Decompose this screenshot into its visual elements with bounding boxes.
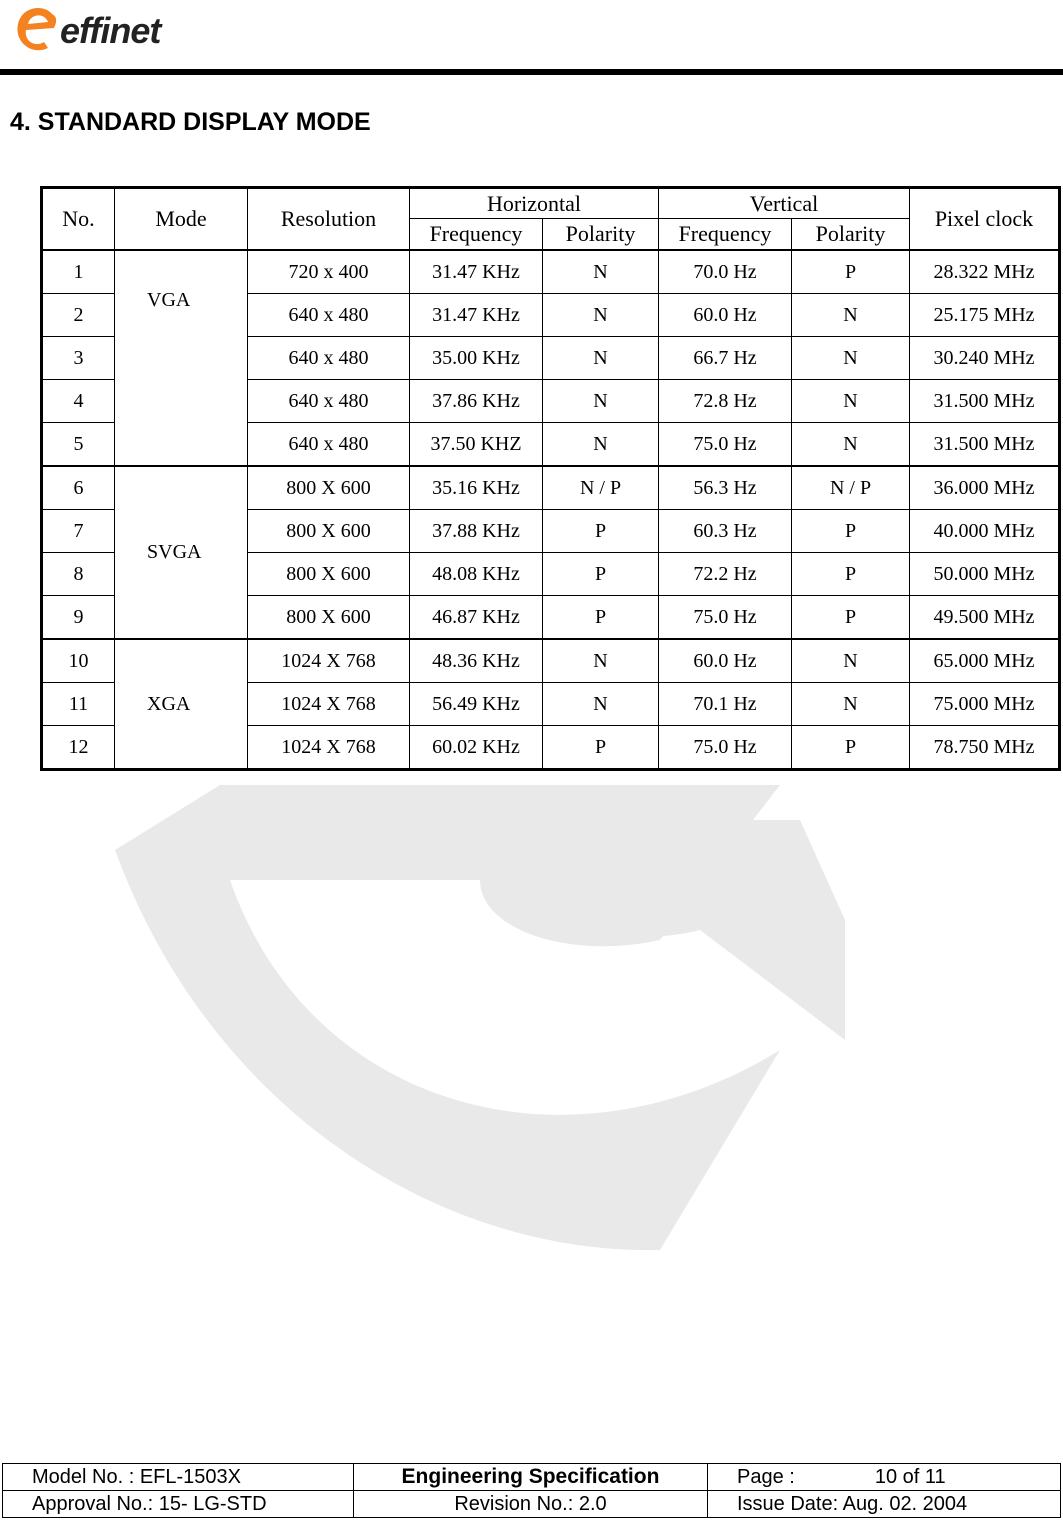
cell-h-polarity: N bbox=[543, 380, 659, 423]
cell-resolution: 1024 X 768 bbox=[248, 639, 410, 683]
cell-pixel-clock: 49.500 MHz bbox=[910, 596, 1060, 640]
cell-resolution: 640 x 480 bbox=[248, 380, 410, 423]
cell-no: 5 bbox=[42, 423, 115, 467]
cell-resolution: 1024 X 768 bbox=[248, 726, 410, 770]
cell-h-frequency: 46.87 KHz bbox=[410, 596, 543, 640]
cell-resolution: 800 X 600 bbox=[248, 466, 410, 510]
footer-page-value: 10 of 11 bbox=[874, 1465, 946, 1488]
company-logo bbox=[14, 2, 174, 58]
cell-no: 2 bbox=[42, 294, 115, 337]
footer-page-label: Page : bbox=[737, 1465, 795, 1488]
cell-pixel-clock: 75.000 MHz bbox=[910, 683, 1060, 726]
cell-h-polarity: N bbox=[543, 423, 659, 467]
cell-v-frequency: 60.0 Hz bbox=[659, 639, 792, 683]
cell-v-frequency: 56.3 Hz bbox=[659, 466, 792, 510]
cell-h-frequency: 31.47 KHz bbox=[410, 250, 543, 294]
cell-pixel-clock: 28.322 MHz bbox=[910, 250, 1060, 294]
cell-no: 4 bbox=[42, 380, 115, 423]
cell-v-polarity: P bbox=[792, 510, 910, 553]
logo-wordmark: effinet bbox=[60, 10, 161, 51]
cell-h-polarity: P bbox=[543, 596, 659, 640]
cell-h-frequency: 37.86 KHz bbox=[410, 380, 543, 423]
cell-no: 10 bbox=[42, 639, 115, 683]
cell-v-frequency: 70.0 Hz bbox=[659, 250, 792, 294]
cell-no: 1 bbox=[42, 250, 115, 294]
cell-v-polarity: N / P bbox=[792, 466, 910, 510]
cell-pixel-clock: 50.000 MHz bbox=[910, 553, 1060, 596]
cell-resolution: 640 x 480 bbox=[248, 337, 410, 380]
cell-no: 11 bbox=[42, 683, 115, 726]
cell-pixel-clock: 36.000 MHz bbox=[910, 466, 1060, 510]
cell-v-frequency: 60.3 Hz bbox=[659, 510, 792, 553]
cell-pixel-clock: 40.000 MHz bbox=[910, 510, 1060, 553]
cell-v-frequency: 70.1 Hz bbox=[659, 683, 792, 726]
cell-pixel-clock: 65.000 MHz bbox=[910, 639, 1060, 683]
table-row bbox=[42, 250, 1060, 294]
cell-v-frequency: 75.0 Hz bbox=[659, 726, 792, 770]
document-footer bbox=[2, 1463, 1061, 1518]
header-resolution: Resolution bbox=[248, 188, 410, 251]
cell-h-polarity: P bbox=[543, 510, 659, 553]
cell-v-frequency: 66.7 Hz bbox=[659, 337, 792, 380]
cell-mode: VGA bbox=[115, 250, 248, 466]
cell-no: 8 bbox=[42, 553, 115, 596]
cell-h-polarity: N bbox=[543, 294, 659, 337]
cell-pixel-clock: 30.240 MHz bbox=[910, 337, 1060, 380]
cell-pixel-clock: 31.500 MHz bbox=[910, 380, 1060, 423]
cell-v-polarity: N bbox=[792, 337, 910, 380]
header-mode: Mode bbox=[115, 188, 248, 251]
cell-h-frequency: 31.47 KHz bbox=[410, 294, 543, 337]
cell-resolution: 720 x 400 bbox=[248, 250, 410, 294]
cell-h-frequency: 60.02 KHz bbox=[410, 726, 543, 770]
cell-no: 12 bbox=[42, 726, 115, 770]
footer-revision-no: Revision No.: 2.0 bbox=[354, 1491, 708, 1518]
cell-h-frequency: 56.49 KHz bbox=[410, 683, 543, 726]
header-no: No. bbox=[42, 188, 115, 251]
footer-row bbox=[3, 1491, 1061, 1518]
cell-v-polarity: N bbox=[792, 683, 910, 726]
display-mode-table bbox=[40, 186, 1061, 771]
footer-model-no: Model No. : EFL-1503X bbox=[3, 1464, 354, 1491]
cell-h-polarity: N bbox=[543, 250, 659, 294]
cell-resolution: 800 X 600 bbox=[248, 510, 410, 553]
cell-v-polarity: N bbox=[792, 294, 910, 337]
header-v-frequency: Frequency bbox=[659, 219, 792, 251]
cell-no: 7 bbox=[42, 510, 115, 553]
section-title: 4. STANDARD DISPLAY MODE bbox=[10, 108, 371, 136]
cell-v-frequency: 72.8 Hz bbox=[659, 380, 792, 423]
cell-h-polarity: P bbox=[543, 553, 659, 596]
cell-h-polarity: N / P bbox=[543, 466, 659, 510]
cell-resolution: 800 X 600 bbox=[248, 553, 410, 596]
cell-v-polarity: P bbox=[792, 726, 910, 770]
cell-resolution: 1024 X 768 bbox=[248, 683, 410, 726]
cell-h-frequency: 35.00 KHz bbox=[410, 337, 543, 380]
cell-mode: SVGA bbox=[115, 466, 248, 639]
cell-v-polarity: N bbox=[792, 380, 910, 423]
cell-no: 6 bbox=[42, 466, 115, 510]
cell-v-frequency: 72.2 Hz bbox=[659, 553, 792, 596]
footer-approval-no: Approval No.: 15- LG-STD bbox=[3, 1491, 354, 1518]
cell-h-polarity: N bbox=[543, 337, 659, 380]
cell-v-polarity: N bbox=[792, 423, 910, 467]
footer-row bbox=[3, 1464, 1061, 1491]
cell-h-polarity: P bbox=[543, 726, 659, 770]
logo-e-icon bbox=[14, 2, 64, 58]
cell-h-frequency: 37.50 KHZ bbox=[410, 423, 543, 467]
cell-h-frequency: 48.08 KHz bbox=[410, 553, 543, 596]
watermark-e-icon bbox=[100, 780, 900, 1260]
cell-v-frequency: 75.0 Hz bbox=[659, 423, 792, 467]
header-horizontal: Horizontal bbox=[410, 188, 659, 219]
cell-resolution: 640 x 480 bbox=[248, 294, 410, 337]
cell-pixel-clock: 78.750 MHz bbox=[910, 726, 1060, 770]
cell-h-frequency: 37.88 KHz bbox=[410, 510, 543, 553]
footer-issue-date: Issue Date: Aug. 02. 2004 bbox=[708, 1491, 1061, 1518]
cell-h-polarity: N bbox=[543, 639, 659, 683]
cell-v-polarity: P bbox=[792, 553, 910, 596]
cell-h-polarity: N bbox=[543, 683, 659, 726]
cell-pixel-clock: 31.500 MHz bbox=[910, 423, 1060, 467]
cell-pixel-clock: 25.175 MHz bbox=[910, 294, 1060, 337]
table-row bbox=[42, 639, 1060, 683]
header-vertical: Vertical bbox=[659, 188, 910, 219]
cell-v-polarity: N bbox=[792, 639, 910, 683]
cell-v-polarity: P bbox=[792, 596, 910, 640]
header-h-frequency: Frequency bbox=[410, 219, 543, 251]
cell-h-frequency: 35.16 KHz bbox=[410, 466, 543, 510]
header-v-polarity: Polarity bbox=[792, 219, 910, 251]
header-rule bbox=[0, 69, 1063, 75]
cell-h-frequency: 48.36 KHz bbox=[410, 639, 543, 683]
table-row bbox=[42, 466, 1060, 510]
cell-v-frequency: 75.0 Hz bbox=[659, 596, 792, 640]
cell-mode: XGA bbox=[115, 639, 248, 770]
header-pixel-clock: Pixel clock bbox=[910, 188, 1060, 251]
cell-v-polarity: P bbox=[792, 250, 910, 294]
cell-resolution: 640 x 480 bbox=[248, 423, 410, 467]
cell-v-frequency: 60.0 Hz bbox=[659, 294, 792, 337]
footer-page bbox=[708, 1464, 1061, 1491]
cell-no: 9 bbox=[42, 596, 115, 640]
cell-no: 3 bbox=[42, 337, 115, 380]
footer-doc-type: Engineering Specification bbox=[354, 1464, 708, 1491]
cell-resolution: 800 X 600 bbox=[248, 596, 410, 640]
header-h-polarity: Polarity bbox=[543, 219, 659, 251]
